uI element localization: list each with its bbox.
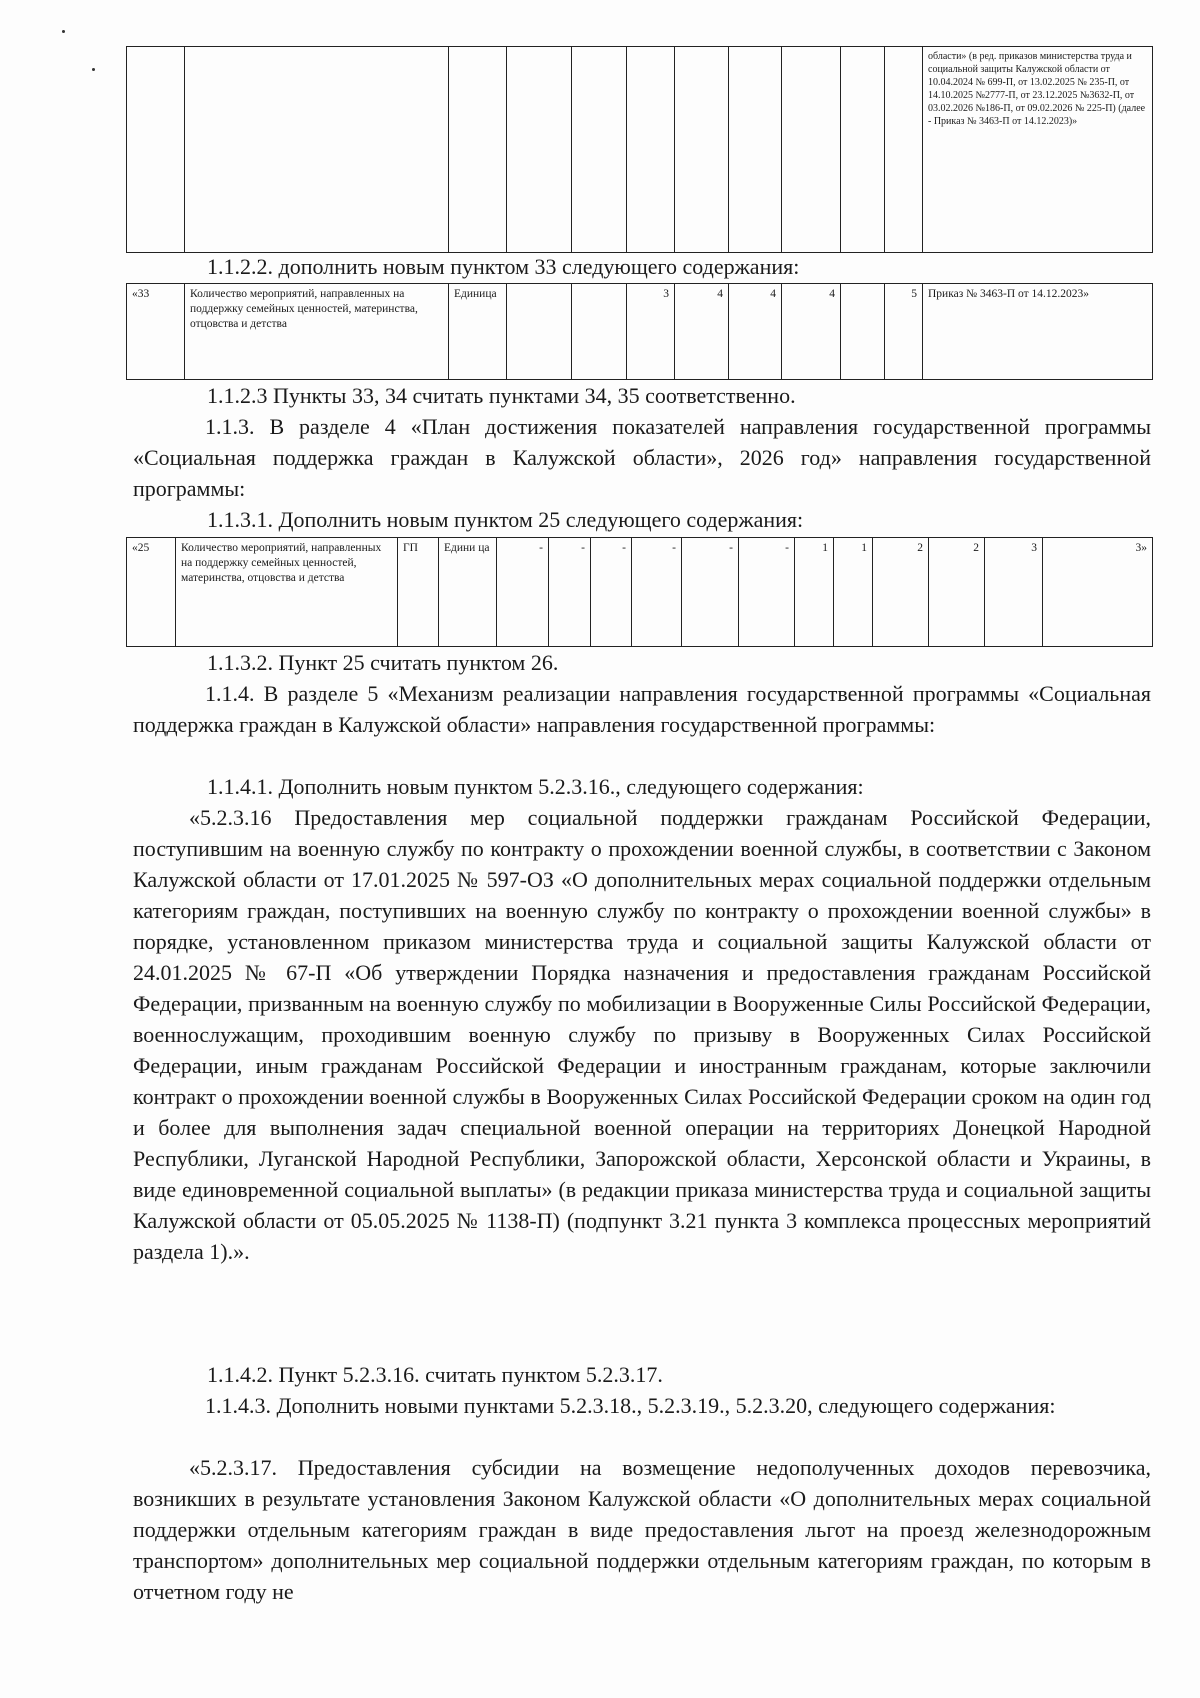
month-7: 1 <box>795 538 834 647</box>
paragraph-1-1-4-2: 1.1.4.2. Пункт 5.2.3.16. считать пунктом 5.2.3.17. <box>207 1362 663 1387</box>
unit: Единица <box>449 284 507 380</box>
paragraph-1-1-2-3: 1.1.2.3 Пункты 33, 34 считать пунктами 34, 35 соответственно. <box>207 383 796 408</box>
row-number: «33 <box>127 284 185 380</box>
paragraph-1-1-4-1: 1.1.4.1. Дополнить новым пунктом 5.2.3.16., следующего содержания: <box>207 774 864 799</box>
paragraph-1-1-3-1: 1.1.3.1. Дополнить новым пунктом 25 следующего содержания: <box>207 507 804 532</box>
paragraph-1-1-2-2: 1.1.2.2. дополнить новым пунктом 33 следующего содержания: <box>207 254 800 279</box>
paragraph-5-2-3-16: «5.2.3.16 Предоставления мер социальной поддержки гражданам Российской Федерации, поступившим на военную службу по контракту о прохождении военной службы, в соответствии с Законом Калужской области от 17.01.2025 № 597-ОЗ «О дополнительных мерах социальной поддержки отдельным категориям граждан, поступивших на военную службу по контракту о прохождении военной службы» в порядке, установленном приказом министерства труда и социальной защиты Калужской области от 24.01.2025 № 67-П «Об утверждении Порядка назначения и предоставления гражданам Российской Федерации, призванным на военную службу по мобилизации в Вооруженные Силы Российской Федерации, военнослужащим, проходившим военную службу по призыву в Вооруженных Силах Российской Федерации, иным гражданам Российской Федерации и иностранным гражданам, которые заключили контракт о прохождении военной службы в Вооруженных Силах Российской Федерации сроком на один год и более для выполнения задач специальной военной операции на территориях Донецкой Народной Республики, Луганской Народной Республики, Запорожской области, Херсонской области и Украины, в виде единовременной социальной выплаты» (в редакции приказа министерства труда и социальной защиты Калужской области от 05.05.2025 № 1138-П) (подпункт 3.21 пункта 3 комплекса процессных мероприятий раздела 1).». <box>133 805 1151 1264</box>
cell <box>507 47 572 253</box>
value-4: 4 <box>782 284 841 380</box>
paragraph-1-1-4-3: 1.1.4.3. Дополнить новыми пунктами 5.2.3.18., 5.2.3.19., 5.2.3.20, следующего содержания: <box>205 1393 1056 1418</box>
cell <box>627 47 675 253</box>
cell <box>729 47 782 253</box>
unit: Едини ца <box>439 538 497 647</box>
paragraph-1-1-3-2: 1.1.3.2. Пункт 25 считать пунктом 26. <box>207 650 559 675</box>
month-2: - <box>549 538 591 647</box>
paragraph-5-2-3-17: «5.2.3.17. Предоставления субсидии на возмещение недополученных доходов перевозчика, возникших в результате установления Законом Калужской области «О дополнительных мерах социальной поддержки отдельным категориям граждан в виде предоставления льгот на проезд железнодорожным транспортом» дополнительных мер социальной поддержки отдельным категориям граждан, по которым в отчетном году не <box>133 1455 1151 1604</box>
cell <box>127 47 185 253</box>
paragraph-1-1-3: 1.1.3. В разделе 4 «План достижения показателей направления государственной программы «Социальная поддержка граждан в Калужской области», 2026 год» направления государственной программы: <box>133 414 1151 501</box>
cell <box>507 284 572 380</box>
value-3: 4 <box>729 284 782 380</box>
cell <box>885 47 923 253</box>
month-9: 2 <box>873 538 929 647</box>
value-1: 3 <box>627 284 675 380</box>
month-6: - <box>739 538 795 647</box>
cell <box>449 47 507 253</box>
month-10: 2 <box>929 538 985 647</box>
scan-speck <box>92 68 95 71</box>
month-11: 3 <box>985 538 1043 647</box>
month-1: - <box>497 538 549 647</box>
month-8: 1 <box>834 538 873 647</box>
value-2: 4 <box>675 284 729 380</box>
regulation-cell: области» (в ред. приказов министерства труда и социальной защиты Калужской области от 10.04.2024 № 699-П, от 13.02.2025 № 235-П, от 14.10.2025 №2777-П, от 23.12.2025 №3632-П, от 03.02.2026 №186-П, от 09.02.2026 № 225-П) (далее - Приказ № 3463-П от 14.12.2023)» <box>923 47 1153 253</box>
indicator-name: Количество мероприятий, направленных на поддержку семейных ценностей, материнства, отцовства и детства <box>176 538 398 647</box>
scan-speck <box>62 30 65 33</box>
plan-row-25-table <box>126 537 1153 647</box>
month-3: - <box>591 538 632 647</box>
level: ГП <box>398 538 439 647</box>
cell <box>841 47 885 253</box>
indicator-name: Количество мероприятий, направленных на поддержку семейных ценностей, материнства, отцовства и детства <box>185 284 449 380</box>
value-5: 5 <box>885 284 923 380</box>
cell <box>675 47 729 253</box>
regulation-doc: Приказ № 3463-П от 14.12.2023» <box>923 284 1153 380</box>
indicator-row-33-table <box>126 283 1153 380</box>
month-5: - <box>682 538 739 647</box>
cell <box>572 47 627 253</box>
row-number: «25 <box>127 538 176 647</box>
cell <box>185 47 449 253</box>
cell <box>841 284 885 380</box>
year-end: 3» <box>1043 538 1153 647</box>
paragraph-1-1-4: 1.1.4. В разделе 5 «Механизм реализации направления государственной программы «Социальная поддержка граждан в Калужской области» направления государственной программы: <box>133 681 1151 737</box>
cell <box>782 47 841 253</box>
month-4: - <box>632 538 682 647</box>
indicators-table-continued <box>126 46 1153 253</box>
cell <box>572 284 627 380</box>
